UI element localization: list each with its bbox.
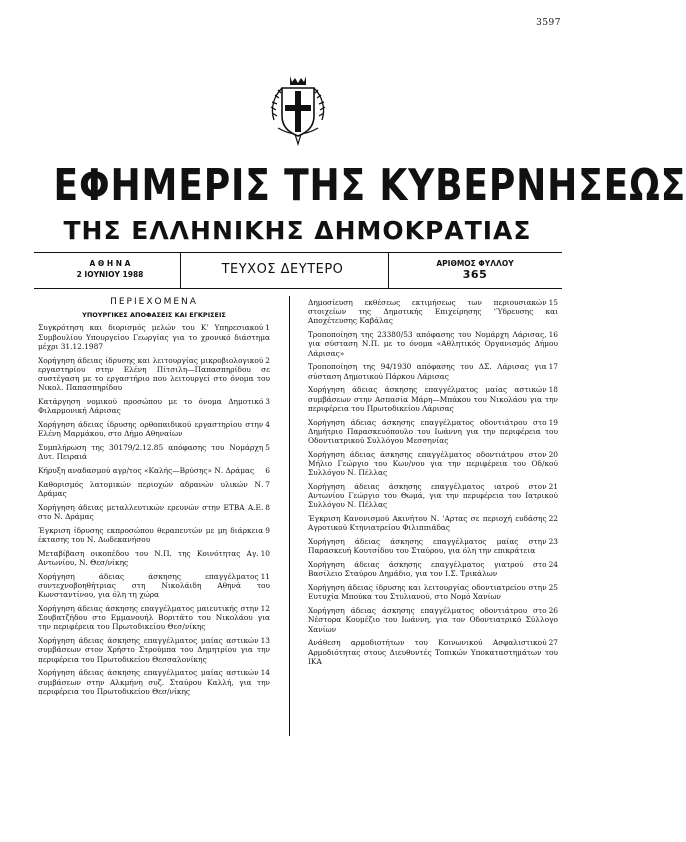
contents-entry-page: 12: [260, 604, 270, 614]
contents-entry: [308, 385, 558, 413]
contents-entry-text: Ανάθεση αρμοδιοτήτων του Κοινωνικού Ασφαλιστικού Αρμοδιότητας στους Διευθυντές Τοπικών Υποκαταστημάτων του ΙΚΑ: [308, 638, 558, 666]
contents-entry-page: 21: [548, 482, 558, 492]
contents-entry: [38, 668, 270, 696]
contents-entry: [38, 572, 270, 600]
masthead-city: Α Θ Η Ν Α: [89, 259, 131, 268]
contents-entry-page: 6: [265, 466, 270, 476]
contents-entry: [308, 298, 558, 326]
contents-entry: [38, 356, 270, 393]
contents-entry-page: 25: [548, 583, 558, 593]
masthead-place-date: [40, 258, 180, 280]
contents-entry-text: Χορήγηση άδειας άσκησης επαγγέλματος ιατρού στον Αντωνίου Γεώργιο του Θωμά, για την περιφέρεια του Ιατρικού Συλλόγου Ν. Πέλλας: [308, 482, 558, 510]
contents-entry-page: 15: [548, 298, 558, 307]
contents-entry: [38, 503, 270, 521]
contents-entry-page: 20: [548, 449, 558, 459]
column-divider: [289, 296, 290, 736]
contents-entry-text: Καθορισμός λατομικών περιοχών αδρανών υλικών Ν. Δράμας: [38, 479, 264, 499]
contents-entry-page: 26: [548, 606, 558, 616]
contents-entry: [38, 549, 270, 567]
contents-entry: [308, 330, 558, 358]
contents-left-column: [38, 298, 270, 701]
contents-entry-page: 2: [265, 355, 270, 365]
sheet-label: ΑΡΙΘΜΟΣ ΦΥΛΛΟΥ: [436, 259, 514, 268]
contents-entry: [38, 526, 270, 544]
contents-entry-text: Χορήγηση άδειας ίδρυσης και λειτουργίας οδοντιατρείου στην Ευτυχία Μπούκα του Στυλιανού, στο Νομό Χανίων: [308, 583, 547, 602]
contents-entry-text: Χορήγηση άδειας μεταλλευτικών ερευνών στην ΕΤΒΑ Α.Ε. στο Ν. Δράμας: [38, 502, 264, 522]
contents-entry-text: Έγκριση Κανονισμού Ακινήτου Ν. 'Αρτας σε περιοχή ευδάσης Αγροτικού Κτηνιατρείου Φιλιππιάδας: [308, 514, 547, 533]
contents-entry-text: Τροποποίηση της 94/1930 απόφασης του ΔΣ. Λάρισας για σύσταση Δημοτικού Πάρκου Λάρισας: [308, 362, 547, 381]
page-number: 3597: [536, 18, 561, 28]
contents-entry: [308, 638, 558, 666]
contents-entry-text: Έγκριση ίδρυσης εκπροσώπου θεραπευτών με μη διάρκεια έκτασης του Ν. Δωδεκανήσου: [38, 525, 264, 545]
contents-entry: [38, 604, 270, 632]
contents-entry-page: 5: [265, 443, 270, 453]
contents-entry-text: Χορήγηση άδειας άσκησης επαγγέλματος οδοντιάτρου στο Δημήτριο Παρασκευόπουλο του Ιωάννη για την περιφέρεια του Οδοντιατρικού Συλλόγου Μεσσηνίας: [308, 417, 558, 446]
contents-entry-page: 19: [548, 417, 558, 427]
contents-entry-page: 22: [548, 514, 558, 524]
contents-entry-page: 27: [548, 638, 558, 648]
masthead-issue: ΤΕΥΧΟΣ ΔΕΥΤΕΡΟ: [221, 262, 344, 277]
contents-entry-page: 9: [265, 525, 270, 535]
masthead-bottom-rule: [34, 288, 562, 289]
sheet-number: 365: [462, 268, 488, 281]
contents-entry-page: 4: [265, 420, 270, 430]
contents-entry-page: 11: [260, 571, 270, 581]
contents-entry-text: Χορήγηση άδειας άσκησης επαγγέλματος συντεχνοβοηθήτριας στη Νικολάιδη Αθηνά του Κωνσταντίνου, για όλη τη χώρα: [38, 571, 270, 600]
contents-section-title: ΥΠΟΥΡΓΙΚΕΣ ΑΠΟΦΑΣΕΙΣ ΚΑΙ ΕΓΚΡΙΣΕΙΣ: [82, 311, 226, 320]
gazette-subtitle: ΤΗΣ ΕΛΛΗΝΙΚΗΣ ΔΗΜΟΚΡΑΤΙΑΣ: [63, 216, 532, 245]
masthead-top-rule: [34, 252, 562, 253]
contents-entry: [38, 636, 270, 664]
contents-entry-page: 17: [548, 362, 558, 372]
contents-entry-text: Μεταβίβαση οικοπέδου του Ν.Π. της Κοινότητας Αγ. Αντωνίου, Ν. Θεσ/νίκης: [38, 548, 259, 568]
contents-entry: [38, 466, 270, 475]
contents-right-list: [308, 298, 558, 666]
contents-entry: [308, 514, 558, 532]
contents-entry-text: Χορήγηση άδειας άσκησης επαγγέλματος μαίας στην Παρασκευή Κουτσίδου του Σταύρου, για όλη την επικράτεια: [308, 537, 547, 556]
contents-entry-text: Χορήγηση άδειας ίδρυσης και λειτουργίας μικροβιολογικού εργαστηρίου στην Ελένη Πίτσιλη—Παπασπηρίδου σε συστέγαση με το εργαστήριο που λειτουργεί στο όνομα του Νικολ. Παπασπηρίδου: [38, 355, 270, 393]
contents-heading: ΠΕΡΙΕΧΟΜΕΝΑ: [110, 297, 198, 307]
contents-entry: [38, 443, 270, 461]
contents-entry-page: 14: [260, 668, 270, 678]
contents-entry: [308, 537, 558, 555]
contents-entry: [308, 583, 558, 601]
contents-entry-text: Χορήγηση άδειας άσκησης επαγγέλματος μαιευτικής στην Σουβατζήδου στο Εμμανουήλ Βοριτάτο του Νικολάου για την περιφέρεια του Πρωτοδικείου Θεσ/νίκης: [38, 604, 270, 632]
contents-entry-text: Χορήγηση άδειας άσκησης επαγγέλματος γιατρού στο Βασίλειο Σταύρου Δημάδιο, για τον Ι.Σ. Τρικάλων: [308, 560, 547, 579]
contents-entry: [38, 480, 270, 498]
contents-entry-page: 16: [548, 330, 558, 340]
contents-entry-page: 24: [548, 560, 558, 570]
contents-entry: [308, 418, 558, 446]
contents-entry: [308, 606, 558, 634]
contents-entry-text: Τροποποίηση της 23380/53 απόφασης του Νομάρχη Λάρισας, για σύσταση Ν.Π. με το όνομα «Αθλητικός Οργανισμός Δήμου Λάρισας»: [308, 330, 558, 358]
masthead-divider-right: [388, 252, 389, 288]
contents-entry-text: Κήρυξη αναδασμού αγρ/τος «Καλής—Βρύσης» Ν. Δράμας: [38, 466, 255, 476]
contents-entry-page: 18: [548, 385, 558, 395]
contents-entry: [38, 420, 270, 438]
contents-entry-text: Συγκρότηση και διορισμός μελών του Κ' Υπηρεσιακού Συμβουλίου Υπουργείου Γεωργίας για το χρονικό διάστημα μέχρι 31.12.1987: [38, 323, 270, 351]
contents-entry-text: Δημοσίευση εκθέσεως εκτιμήσεως των περιουσιακών στοιχείων της Δημοτικής Επιχείρησης 'Ύδρευσης και Αποχέτευσης Καβάλας: [308, 298, 558, 326]
contents-entry-text: Χορήγηση άδειας άσκησης επαγγέλματος μαίας αστικών συμβάσεων στον Χρήστο Στρούμπα του Δημητρίου για την περιφέρεια του Πρωτοδικείου Θεσσαλονίκης: [38, 636, 270, 664]
contents-entry-page: 23: [548, 537, 558, 547]
contents-entry-page: 10: [260, 548, 270, 558]
contents-entry-text: Συμπλήρωση της 30179/2.12.85 απόφασης του Νομάρχη Δυτ. Πειραιά: [38, 443, 264, 462]
contents-entry: [308, 560, 558, 578]
contents-right-column: [308, 298, 558, 671]
contents-entry-page: 8: [265, 502, 270, 512]
contents-entry-page: 3: [265, 397, 270, 407]
contents-entry-text: Χορήγηση άδειας άσκησης επαγγέλματος μαίας αστικών συμβάσεων στην Ασπασία Μάρη—Μπάκου του Νικολάου για την περιφέρεια του Πρωτοδικείου Λάρισας: [308, 385, 558, 413]
contents-entry-text: Χορήγηση άδειας άσκησης επαγγέλματος οδοντιάτρου στον Μήλιο Γεώργιο του Κων/νου για την περιφέρεια του Οδ/κού Συλλόγου Ν. Πέλλας: [308, 449, 558, 478]
gazette-title: ΕΦΗΜΕΡΙΣ ΤΗΣ ΚΥΒΕΡΝΗΣΕΩΣ: [53, 160, 686, 211]
contents-entry-page: 13: [260, 636, 270, 646]
contents-entry-text: Χορήγηση άδειας άσκησης επαγγέλματος μαίας αστικών συμβάσεων στην Αλκμήνη συζ. Σταύρου Καλλή, για την περιφέρεια του Πρωτοδικείου Θεσ/νίκης: [38, 668, 270, 696]
contents-entry: [308, 450, 558, 478]
masthead-date: 2 ΙΟΥΝΙΟΥ 1988: [76, 270, 144, 279]
greek-coat-of-arms-emblem: [268, 70, 328, 150]
contents-entry-page: 7: [265, 479, 270, 489]
contents-entry: [38, 397, 270, 415]
contents-left-list: [38, 323, 270, 696]
contents-entry-text: Χορήγηση άδειας ίδρυσης ορθοπαιδικού εργαστηρίου στην Ελένη Μαρμάκου, στο Δήμο Αθηναίων: [38, 420, 264, 439]
contents-entry: [38, 323, 270, 351]
masthead-sheet: [390, 258, 560, 280]
contents-entry-page: 1: [265, 323, 270, 333]
contents-entry-text: Χορήγηση άδειας άσκησης επαγγέλματος οδοντιάτρου στο Νέστορα Κουμέζιο του Ιωάννη, για τον Οδοντιατρικό Σύλλογο Χανίων: [308, 606, 558, 634]
contents-entry-text: Κατάργηση νομικού προσώπου με το όνομα Δημοτικό Φιλαρμονική Λάρισας: [38, 397, 264, 416]
contents-entry: [308, 482, 558, 510]
contents-entry: [308, 362, 558, 380]
